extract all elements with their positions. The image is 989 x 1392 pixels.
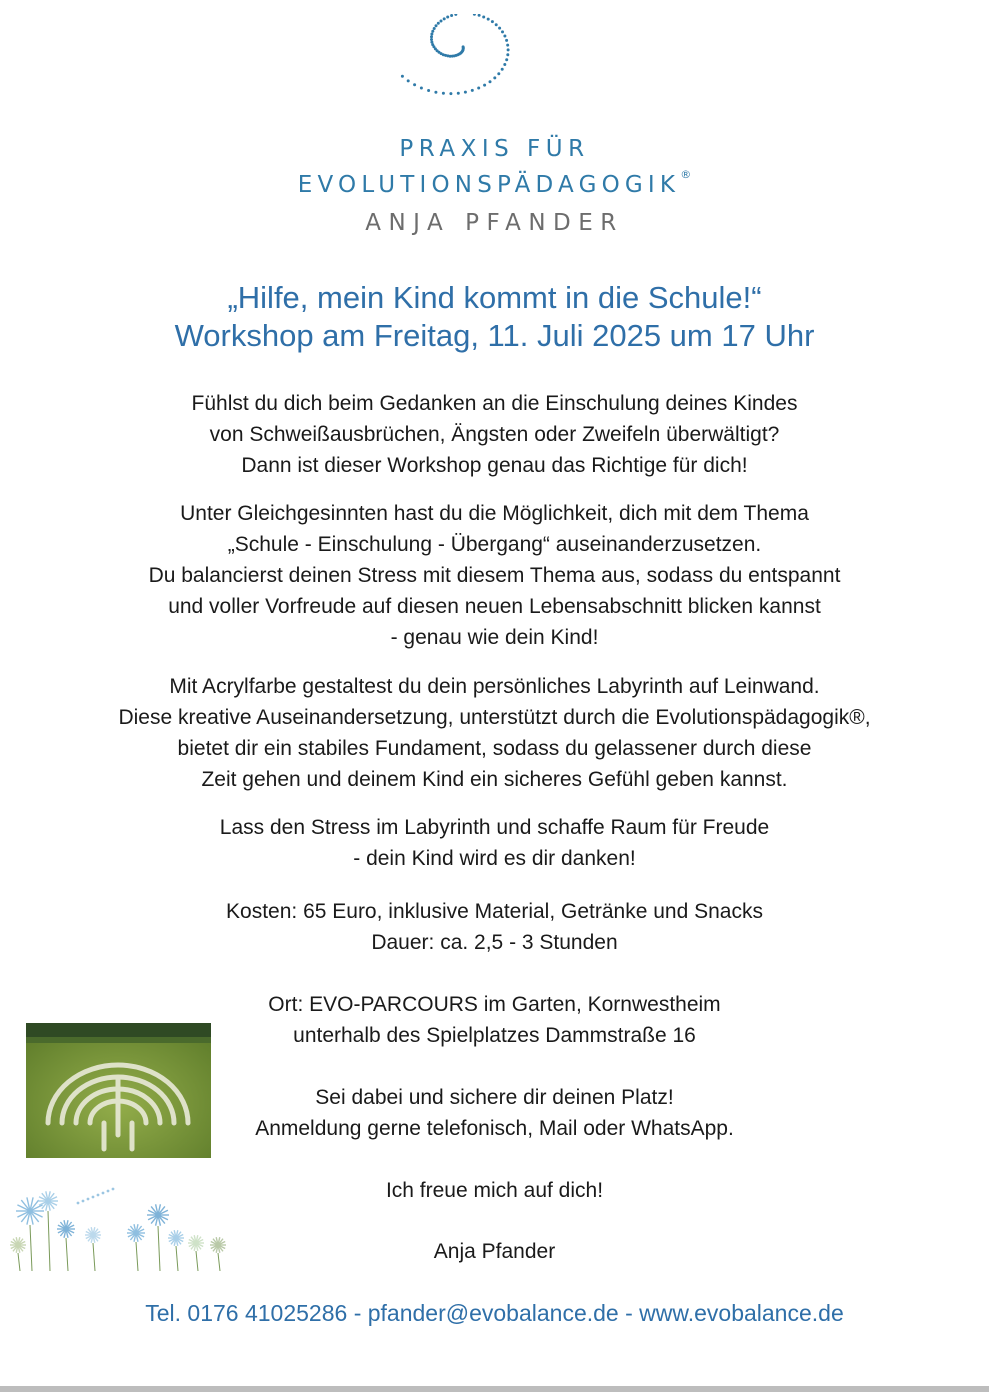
page-edge	[0, 1386, 989, 1392]
flying-seed	[77, 1202, 80, 1205]
text-line: - dein Kind wird es dir danken!	[353, 847, 636, 870]
text-line: und voller Vorfreude auf diesen neuen Lebensabschnitt blicken kannst	[168, 595, 821, 618]
intro-paragraph	[0, 388, 989, 481]
dandelion-stem	[30, 1225, 32, 1271]
text-line: bietet dir ein stabiles Fundament, sodass du gelassener durch diese	[177, 737, 812, 760]
text-line: Du balancierst deinen Stress mit diesem Thema aus, sodass du entspannt	[148, 564, 841, 587]
text-line: Diese kreative Auseinandersetzung, unterstützt durch die Evolutionspädagogik®,	[118, 706, 871, 729]
registered-mark: ®	[680, 168, 692, 181]
flying-seed	[92, 1196, 95, 1199]
text-line: - genau wie dein Kind!	[390, 626, 599, 649]
flying-seed	[97, 1194, 100, 1197]
labyrinth-photo	[26, 1023, 211, 1158]
flying-seed	[107, 1190, 110, 1193]
call-to-action: Sei dabei und sichere dir deinen Platz!	[315, 1086, 674, 1109]
dandelion-stem	[136, 1242, 138, 1271]
flying-seed	[102, 1192, 105, 1195]
dandelion-stem	[18, 1253, 20, 1271]
dotted-spiral-icon	[400, 14, 550, 110]
duration-info: Dauer: ca. 2,5 - 3 Stunden	[371, 931, 618, 954]
theme-paragraph	[0, 498, 989, 653]
practice-owner: ANJA PFANDER	[365, 210, 624, 236]
dandelion-stem	[93, 1243, 95, 1271]
dandelion-stem	[176, 1246, 178, 1271]
text-line: Lass den Stress im Labyrinth und schaffe Raum für Freude	[219, 816, 770, 839]
text-line: Fühlst du dich beim Gedanken an die Einschulung deines Kindes	[191, 392, 798, 415]
workshop-title: „Hilfe, mein Kind kommt in die Schule!“	[227, 280, 762, 315]
text-line: von Schweißausbrüchen, Ängsten oder Zweifeln überwältigt?	[209, 423, 780, 446]
text-line: „Schule - Einschulung - Übergang“ auseinanderzusetzen.	[227, 533, 762, 556]
dandelion-stem	[196, 1251, 198, 1271]
flying-seed	[112, 1188, 115, 1191]
dandelion-stem	[48, 1211, 50, 1271]
dandelion-stem	[66, 1238, 68, 1271]
cost-info: Kosten: 65 Euro, inklusive Material, Getränke und Snacks	[226, 900, 763, 923]
contact-footer: Tel. 0176 41025286 - pfander@evobalance.de - www.evobalance.de	[145, 1300, 844, 1326]
flying-seed	[82, 1200, 85, 1203]
signature: Anja Pfander	[433, 1240, 556, 1263]
text-line: Dann ist dieser Workshop genau das Richtige für dich!	[241, 454, 748, 477]
practice-name-line2: EVOLUTIONSPÄDAGOGIK®	[297, 168, 692, 198]
text-line: Unter Gleichgesinnten hast du die Möglichkeit, dich mit dem Thema	[180, 502, 809, 525]
registration-info: Anmeldung gerne telefonisch, Mail oder WhatsApp.	[255, 1117, 734, 1140]
text-line: Zeit gehen und deinem Kind ein sicheres Gefühl geben kannst.	[201, 768, 788, 791]
practice-name-line1: PRAXIS FÜR	[399, 136, 590, 162]
location-info: Ort: EVO-PARCOURS im Garten, Kornwestheim	[268, 993, 721, 1016]
workshop-date: Workshop am Freitag, 11. Juli 2025 um 17 Uhr	[174, 318, 815, 353]
labyrinth-paragraph	[0, 671, 989, 795]
location-address: unterhalb des Spielplatzes Dammstraße 16	[293, 1024, 696, 1047]
closing-text: Ich freue mich auf dich!	[385, 1179, 604, 1202]
stress-paragraph	[0, 812, 989, 874]
flying-seed	[87, 1198, 90, 1201]
dandelion-illustration	[8, 1183, 233, 1273]
text-line: Mit Acrylfarbe gestaltest du dein persönliches Labyrinth auf Leinwand.	[169, 675, 820, 698]
dandelion-stem	[158, 1226, 160, 1271]
dandelion-stem	[218, 1253, 220, 1271]
